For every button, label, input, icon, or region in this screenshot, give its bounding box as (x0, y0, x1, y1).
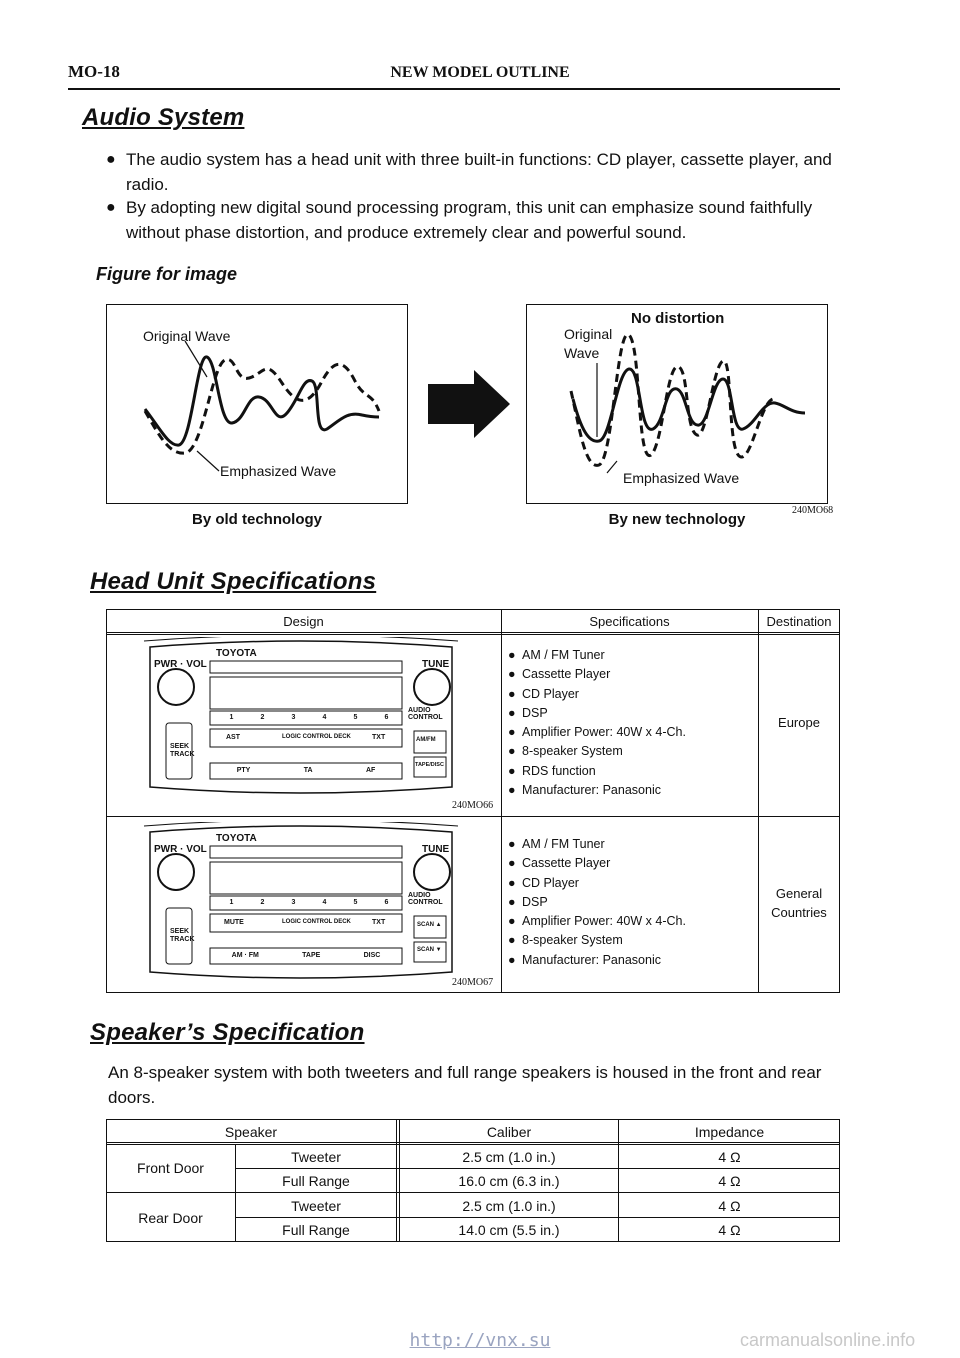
emphasized-wave-leader (607, 461, 617, 473)
watermark-text: carmanualsonline.info (740, 1330, 916, 1350)
speaker-intro: An 8-speaker system with both tweeters and full range speakers is housed in the front and rear doors. (108, 1063, 822, 1107)
spec-item: ● Amplifier Power: 40W x 4-Ch. (508, 725, 686, 740)
spec-item: ● Manufacturer: Panasonic (508, 783, 661, 798)
head-unit-image: TOYOTA PWR · VOL TUNE AUDIO CONTROL SEEK TRACK 1 2 3 4 5 6 AST LOGIC CONTROL DECK TXT AM/FM TAPE/DISC PTY TA AF (140, 637, 462, 797)
speaker-caliber: 16.0 cm (6.3 in.) (458, 1173, 560, 1189)
spec-item: ● RDS function (508, 763, 596, 778)
no-distortion-label: No distortion (631, 310, 725, 327)
old-technology-figure (106, 304, 408, 504)
spec-item: ● CD Player (508, 875, 579, 890)
column-header-caliber: Caliber (486, 1124, 532, 1140)
emphasized-wave-label: Emphasized Wave (220, 463, 337, 479)
speaker-group-name: Front Door (137, 1160, 204, 1176)
speaker-type: Tweeter (291, 1149, 341, 1165)
spec-item: ● Cassette Player (508, 856, 611, 871)
spec-item: ● Cassette Player (508, 667, 611, 682)
original-wave-line (573, 369, 805, 441)
speaker-impedance: 4 Ω (718, 1222, 741, 1238)
speaker-caliber: 2.5 cm (1.0 in.) (462, 1149, 556, 1165)
speaker-type: Full Range (282, 1222, 350, 1238)
spec-item: ● 8-speaker System (508, 744, 623, 759)
original-wave-label: Original Wave (564, 326, 613, 361)
destination-cell: Europe (778, 715, 820, 730)
speaker-impedance: 4 Ω (718, 1173, 741, 1189)
row-divider (106, 816, 840, 817)
original-wave-label: Original Wave (143, 328, 231, 344)
column-header-speaker: Speaker (224, 1124, 278, 1140)
new-technology-caption: By new technology (608, 511, 746, 528)
spec-item: ● DSP (508, 894, 548, 909)
row-divider (106, 1192, 840, 1193)
new-technology-figure (526, 304, 828, 504)
spec-item: ● Manufacturer: Panasonic (508, 952, 661, 967)
column-header-design: Design (283, 614, 324, 629)
speaker-heading: Speaker’s Specification (90, 1019, 365, 1046)
spec-item: ● AM / FM Tuner (508, 837, 605, 851)
image-code: 240MO66 (452, 800, 494, 811)
bullet-item (106, 195, 846, 245)
spec-item: ● AM / FM Tuner (508, 648, 605, 662)
bullet-text: The audio system has a head unit with three built-in functions: CD player, cassette player, and (126, 150, 832, 169)
column-divider (758, 609, 759, 993)
table-header-rule (106, 1142, 840, 1145)
speaker-caliber: 2.5 cm (1.0 in.) (462, 1198, 556, 1214)
spec-item: ● 8-speaker System (508, 933, 623, 948)
column-header-specifications: Specifications (589, 614, 670, 629)
speaker-group-name: Rear Door (138, 1210, 203, 1226)
speaker-caliber: 14.0 cm (5.5 in.) (458, 1222, 560, 1238)
head-unit-heading: Head Unit Specifications (90, 568, 377, 595)
speaker-impedance: 4 Ω (718, 1149, 741, 1165)
column-header-destination: Destination (766, 614, 832, 629)
spec-item: ● Amplifier Power: 40W x 4-Ch. (508, 914, 686, 929)
row-divider (235, 1168, 840, 1169)
audio-system-heading: Audio System (82, 104, 245, 131)
spec-item: ● DSP (508, 705, 548, 720)
column-header-impedance: Impedance (694, 1124, 765, 1140)
spec-list (508, 835, 758, 970)
page-number: MO-18 (68, 62, 120, 81)
speaker-impedance: 4 Ω (718, 1198, 741, 1214)
bullet-text: radio. (126, 175, 169, 194)
image-code: 240MO67 (452, 977, 494, 988)
bullet-icon: ● (106, 151, 116, 168)
figure-code: 240MO68 (792, 505, 834, 516)
spec-list (508, 646, 758, 800)
figure-title: Figure for image (96, 264, 238, 284)
column-divider (501, 609, 502, 993)
bullet-icon: ● (106, 199, 116, 216)
arrow-right-icon (428, 370, 510, 438)
emphasized-wave-label: Emphasized Wave (623, 470, 740, 486)
speaker-type: Tweeter (291, 1198, 341, 1214)
watermark-link[interactable]: http://vnx.su (409, 1330, 551, 1351)
spec-item: ● CD Player (508, 686, 579, 701)
old-technology-caption: By old technology (191, 511, 322, 528)
row-divider (235, 1217, 840, 1218)
emphasized-wave-line (145, 359, 379, 453)
head-unit-image: TOYOTA PWR · VOL TUNE AUDIO CONTROL SEEK TRACK 1 2 3 4 5 6 MUTE LOGIC CONTROL DECK TXT SCAN ▲ SCAN ▼ AM · FM TAPE DISC (140, 822, 462, 982)
header-rule (68, 88, 840, 90)
emphasized-wave-leader (197, 451, 219, 471)
bullet-text: By adopting new digital sound processing program, this unit can emphasize sound faithfully (126, 198, 813, 217)
table-header-rule (106, 632, 840, 635)
speaker-type: Full Range (282, 1173, 350, 1189)
page-title: NEW MODEL OUTLINE (390, 64, 570, 81)
bullet-item (106, 147, 846, 197)
bullet-text: without phase distortion, and produce extremely clear and powerful sound. (126, 223, 687, 242)
destination-cell: General Countries (771, 886, 827, 920)
